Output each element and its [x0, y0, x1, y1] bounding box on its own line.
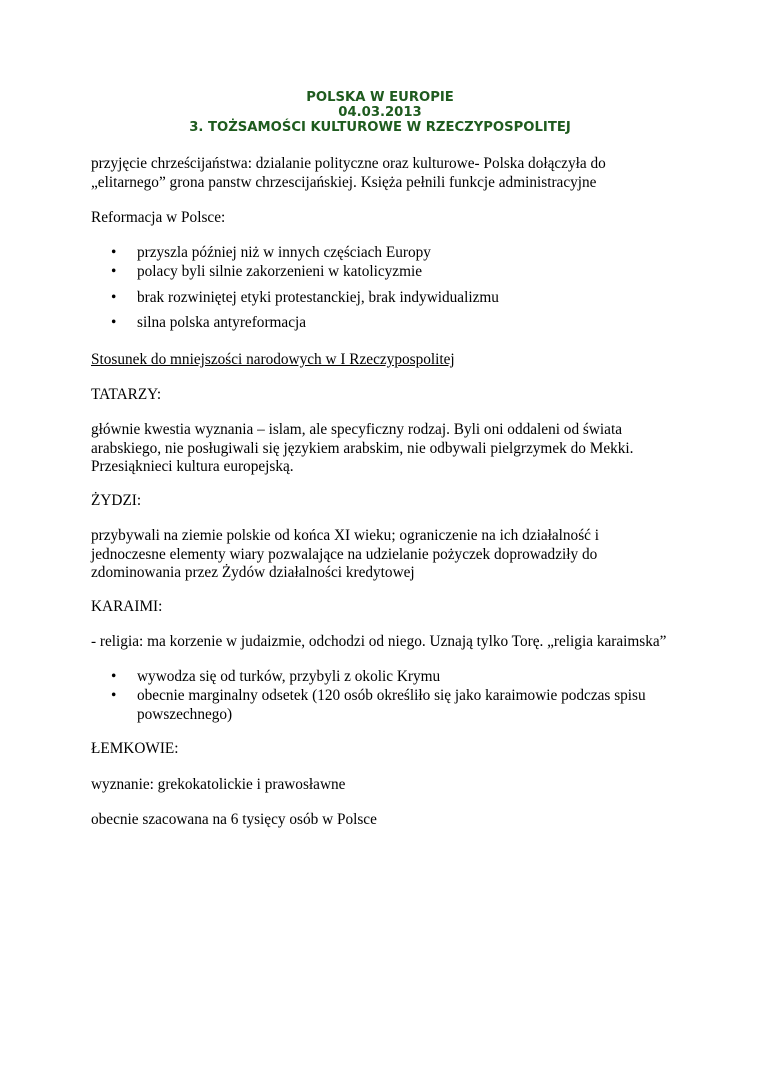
bullet-icon: •	[111, 244, 117, 261]
karaimi-religion: - religia: ma korzenie w judaizmie, odchodzi od niego. Uznają tylko Torę. „religia karaimska”	[91, 633, 667, 650]
lemkowie-faith: wyznanie: grekokatolickie i prawosławne	[91, 776, 346, 793]
list-item	[91, 263, 681, 282]
list-item-text: silna polska antyreformacja	[137, 314, 307, 331]
reformation-heading: Reformacja w Polsce:	[91, 209, 226, 226]
zydzi-heading: ŻYDZI:	[91, 492, 142, 509]
list-item-text: przyszla później niż w innych częściach Europy	[137, 244, 431, 261]
lemkowie-heading: ŁEMKOWIE:	[91, 740, 179, 757]
list-item	[91, 244, 681, 263]
bullet-icon: •	[111, 687, 117, 704]
bullet-icon: •	[111, 314, 117, 331]
paragraph-line: głównie kwestia wyznania – islam, ale specyficzny rodzaj. Byli oni oddaleni od świata	[91, 421, 622, 438]
document-date: 04.03.2013	[338, 105, 422, 120]
tatarzy-paragraph	[91, 421, 681, 477]
minorities-heading: Stosunek do mniejszości narodowych w I Rzeczypospolitej	[91, 351, 455, 368]
intro-line: „elitarnego” grona panstw chrzescijańskiej. Księża pełnili funkcje administracyjne	[91, 173, 597, 191]
list-item	[91, 687, 681, 724]
list-item-text: obecnie marginalny odsetek (120 osób określiło się jako karaimowie podczas spisu	[137, 687, 646, 704]
karaimi-heading: KARAIMI:	[91, 598, 163, 615]
tatarzy-heading: TATARZY:	[91, 386, 162, 403]
intro-paragraph	[91, 155, 681, 192]
bullet-icon: •	[111, 263, 117, 280]
zydzi-paragraph	[91, 527, 681, 583]
list-item-text: brak rozwiniętej etyki protestanckiej, brak indywidualizmu	[137, 289, 499, 306]
document-title: POLSKA W EUROPIE	[306, 90, 454, 105]
lemkowie-estimate: obecnie szacowana na 6 tysięcy osób w Polsce	[91, 811, 377, 828]
list-item	[91, 289, 681, 308]
paragraph-line: zdominowania przez Żydów działalności kredytowej	[91, 564, 415, 581]
list-item	[91, 314, 681, 333]
paragraph-line: jednoczesne elementy wiary pozwalające na udzielanie pożyczek doprowadziły do	[91, 545, 598, 563]
intro-line: przyjęcie chrześcijaństwa: dzialanie polityczne oraz kulturowe- Polska dołączyła do	[91, 155, 606, 172]
bullet-icon: •	[111, 668, 117, 685]
document-subtitle: 3. TOŻSAMOŚCI KULTUROWE W RZECZYPOSPOLITEJ	[189, 120, 571, 135]
list-item-text: powszechnego)	[137, 705, 233, 723]
paragraph-line: Przesiąknieci kultura europejską.	[91, 458, 294, 475]
list-item-text: wywodza się od turków, przybyli z okolic Krymu	[137, 668, 441, 685]
paragraph-line: arabskiego, nie posługiwali się językiem arabskim, nie odbywali pielgrzymek do Mekki.	[91, 439, 634, 457]
bullet-icon: •	[111, 289, 117, 306]
list-item	[91, 668, 681, 687]
list-item-text: polacy byli silnie zakorzenieni w katolicyzmie	[137, 263, 423, 280]
paragraph-line: przybywali na ziemie polskie od końca XI wieku; ograniczenie na ich działalność i	[91, 527, 600, 544]
